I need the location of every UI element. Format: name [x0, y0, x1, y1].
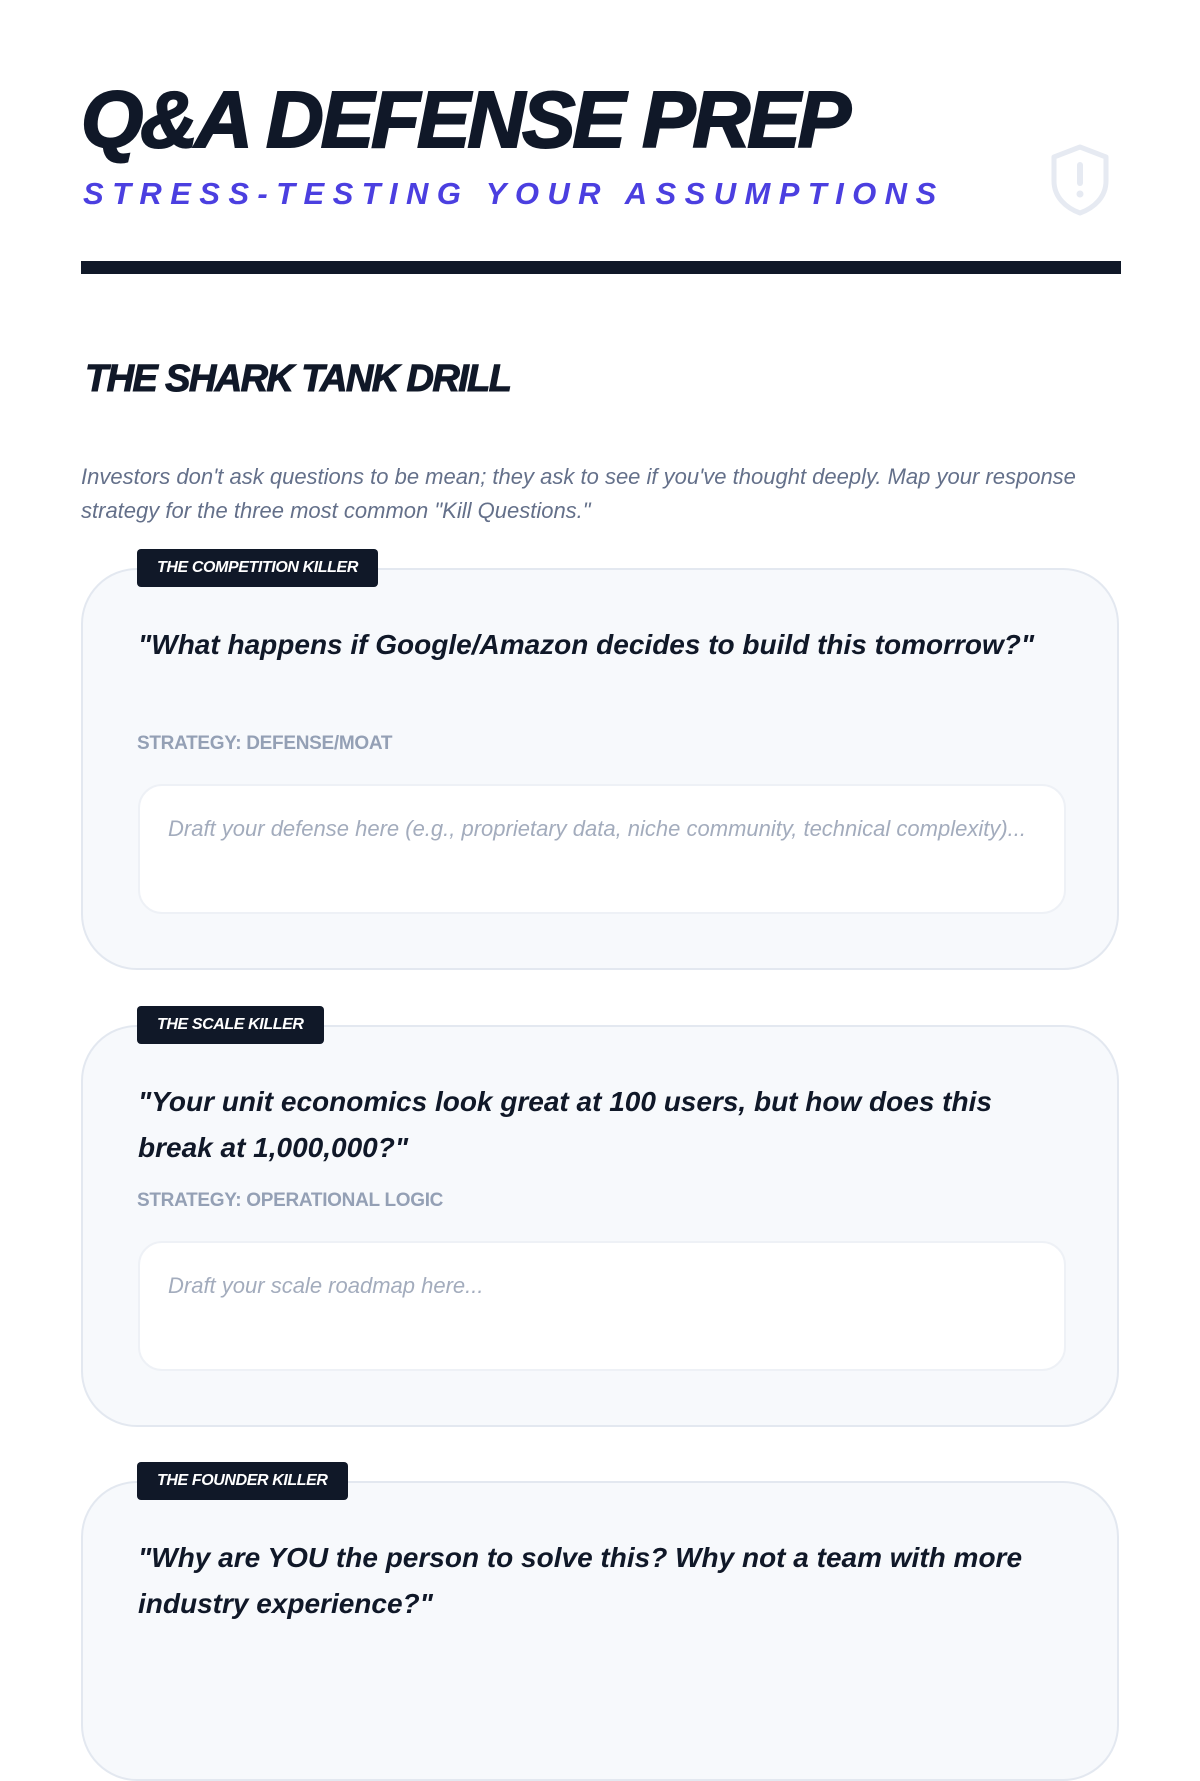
strategy-label: STRATEGY: DEFENSE/MOAT: [137, 733, 393, 754]
question-card-scale: [81, 1016, 1119, 1427]
question-card-founder: [81, 1472, 1119, 1781]
header-divider: [81, 261, 1121, 274]
question-card-competition: [81, 559, 1119, 970]
strategy-label: STRATEGY: OPERATIONAL LOGIC: [137, 1190, 444, 1211]
page-header: [81, 70, 1121, 214]
scale-answer-field[interactable]: [138, 1241, 1066, 1371]
question-text: "What happens if Google/Amazon decides to build this tomorrow?": [138, 629, 1035, 660]
shield-alert-icon: [1048, 143, 1112, 217]
section-title: THE SHARK TANK DRILL: [85, 358, 511, 400]
defense-answer-field[interactable]: [138, 784, 1066, 914]
section-intro: Investors don't ask questions to be mean; they ask to see if you've thought deeply. Map your response strategy for the three most common "Kill Questions.": [81, 464, 1076, 523]
question-badge: THE FOUNDER KILLER: [137, 1462, 348, 1500]
question-badge: THE SCALE KILLER: [137, 1006, 324, 1044]
page-title: Q&A DEFENSE PREP: [81, 75, 848, 164]
question-text: "Your unit economics look great at 100 users, but how does this break at 1,000,000?": [138, 1086, 992, 1163]
question-badge: THE COMPETITION KILLER: [137, 549, 378, 587]
question-text: "Why are YOU the person to solve this? Why not a team with more industry experience?": [138, 1542, 1023, 1619]
page-subtitle: STRESS-TESTING YOUR ASSUMPTIONS: [83, 176, 945, 211]
